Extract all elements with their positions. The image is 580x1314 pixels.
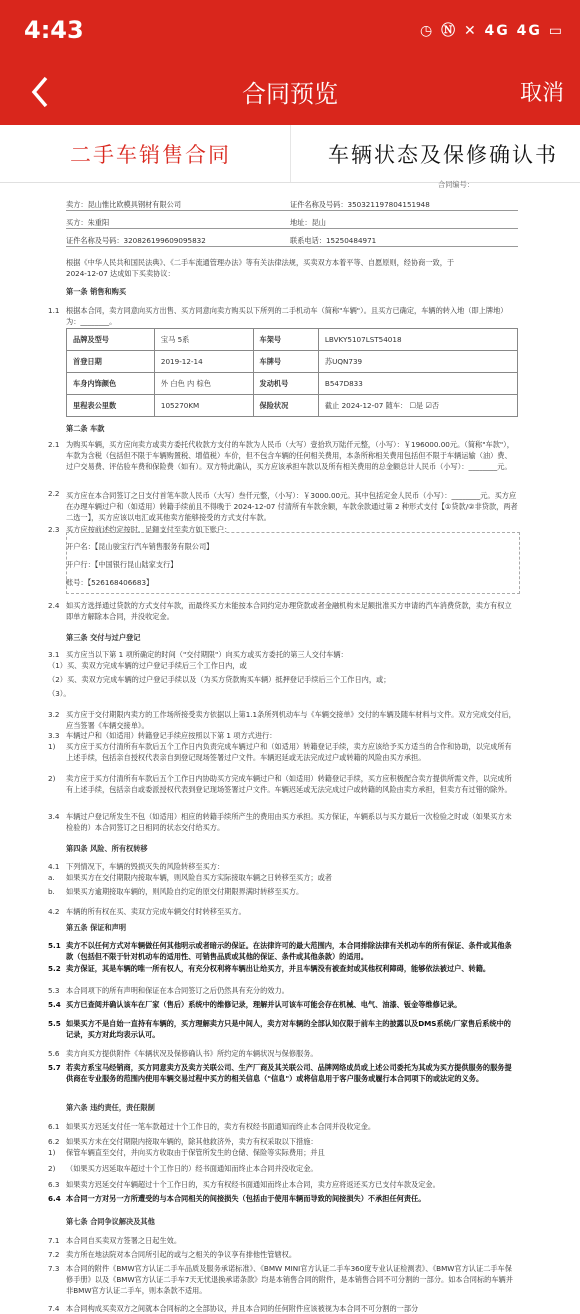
clause-5-7: 若卖方系宝马经销商，买方同意卖方及卖方关联公司、生产厂商及其关联公司、品牌网络成员或上述公司委托为其或为买方提供服务的服务提供商在专业服务的范围内使用车辆交易过程中买方的相关信息（"信息"）或将信息用于客户服务或履行本合同项下的或法定的义务。 [66,1063,512,1083]
status-bar [0,0,580,60]
tab-vehicle-status[interactable]: 车辆状态及保修确认书 [328,143,558,167]
clause-number: 6.1 [48,1122,60,1131]
status-icons: ◷ Ⓝ ✕ 4G 4G ▭ [419,23,564,39]
divider [66,210,518,211]
clause-number: 5.5 [48,1019,61,1028]
clause-6-4: 本合同一方对另一方所遭受的与本合同相关的间接损失（包括由于使用车辆而导致的间接损失）不承担任何责任。 [66,1194,426,1203]
clause-number: 5.4 [48,1000,61,1009]
clause-number: 4.2 [48,907,60,916]
clause-3-1-c: （3）。 [48,689,71,698]
table-cell: 截止 2024-12-07 随车： ☐是 ☑否 [318,395,517,417]
table-cell: 宝马 5系 [154,329,253,351]
clause-number: a. [48,873,55,882]
clause-1-1: 根据本合同，卖方同意向买方出售、买方同意向卖方购买以下所列的二手机动车（简称"车辆"）。且买方已确定，车辆的转入地（即上牌地）为：________。 [66,306,508,326]
clause-3-3: 车辆过户和（如适用）转籍登记手续应按照以下第 1 项方式进行： [66,731,277,740]
clause-number: 6.3 [48,1180,60,1189]
clause-4-2: 车辆的所有权在买、卖双方完成车辆交付时转移至买方。 [66,907,246,916]
cancel-button[interactable]: 取消 [519,81,564,106]
clause-number: 5.3 [48,986,60,995]
table-cell: 车牌号 [253,351,318,373]
clause-6-2-a: 保管车辆直至交付，并向买方收取由于保管所发生的仓储、保险等实际费用；并且 [66,1148,325,1157]
vehicle-table [66,328,518,417]
clause-2-1: 为购买车辆，买方应向卖方或卖方委托代收款方支付的车款为人民币（大写）壹拾玖万陆仟元整，（小写）：￥196000.00元。（简称"车款"），车款为含税（包括但不限于车辆购置税、增值税）车价，但不包含车辆的任何相关费用，本条所称相关费用包括但不限于车辆运输（油）费、过户交易费、评估验车费和保险费（如有）。双方特此确认，买方应该承担车款以及所有相关费用的总金额总计人民币（小写）：________元。 [66,440,514,471]
tab-divider [290,125,291,183]
account-name: 开户名：【昆山骏宝行汽车销售服务有限公司】 [66,542,214,551]
clause-number: 5.6 [48,1049,60,1058]
clause-number: b. [48,887,55,896]
clause-number: 4.1 [48,862,60,871]
table-cell: 车架号 [253,329,318,351]
table-row [67,351,518,373]
clause-4-1-b: 如果买方逾期接取车辆的，则风险自约定的原交付期限界满时转移至买方。 [66,887,304,896]
buyer-name: 买方：朱重阳 [66,218,110,227]
section-6-title: 第六条 违约责任，责任限制 [66,1103,155,1112]
clause-number: 2.1 [48,440,60,449]
clause-number: 7.2 [48,1250,60,1259]
clause-number: 2.3 [48,525,60,534]
contract-document[interactable] [0,180,580,1313]
clause-3-3-a: 买方应于买方付清所有车款后五个工作日内负责完成车辆过户和（如适用）转籍登记手续，卖方应该给予买方适当的合作和协助，以完成所有上述手续，包括亲自授权代表亲自到登记现场签署过户文件。车辆迟延或无法完成过户或转籍的风险由买方承担。 [66,742,512,762]
clause-3-3-b: 卖方应于买方付清所有车款后五个工作日内协助买方完成车辆过户和（如适用）转籍登记手续，买方应积极配合卖方提供所需文件，以完成所有上述手续，包括亲自或委派授权代表到登记现场签署过户文件。车辆迟延或无法完成过户或转籍的风险由卖方承担，但卖方有过错的除外。 [66,774,512,794]
intro-line-1: 根据《中华人民共和国民法典》、《二手车流通管理办法》等有关法律法规，买卖双方本着平等、自愿原则，经协商一致，于 [66,258,455,267]
section-5-title: 第五条 保证和声明 [66,923,127,932]
clause-5-3: 本合同项下的所有声明和保证在本合同签订之后仍然具有充分的效力。 [66,986,289,995]
clause-5-1: 卖方不以任何方式对车辆做任何其他明示或者暗示的保证。在法律许可的最大范围内，本合同排除法律有关机动车的所有保证、条件或其他条款（包括但不限于针对机动车的适用性、可销售品质或其他的保证、条件或其他条款）的适用。 [66,941,512,961]
clause-2-4: 如买方选择通过贷款的方式支付车款，而最终买方未能按本合同约定办理贷款或者金融机构未足额批准买方申请的汽车消费贷款，卖方有权立即单方解除本合同，并没收定金。 [66,601,512,621]
clause-number: 5.7 [48,1063,61,1072]
seller-name: 卖方：昆山惟比欧模具钢材有限公司 [66,200,182,209]
clause-number: 2.2 [48,489,60,498]
seller-cert: 证件名称及号码：350321197804151948 [290,200,430,209]
account-bank: 开户行：【中国银行昆山陆家支行】 [66,560,178,569]
section-2-title: 第二条 车款 [66,424,105,433]
clause-5-4: 买方已查阅并确认该车在厂家（售后）系统中的维修记录，理解并认可该车可能会存在机械、电气、油漆、钣金等维修记录。 [66,1000,462,1009]
clause-6-1: 如果买方迟延支付任一笔车款超过十个工作日的，卖方有权经书面通知而终止本合同并没收定金。 [66,1122,376,1131]
table-cell: 品牌及型号 [67,329,155,351]
page-title: 合同预览 [242,80,338,108]
section-4-title: 第四条 风险、所有权转移 [66,844,148,853]
clause-number: 5.1 [48,941,61,950]
table-row [67,395,518,417]
table-cell: LBVKY5107LST54018 [318,329,517,351]
clause-2-3: 买方应按前述约定按时、足额支付至卖方如下账户： [66,525,232,534]
tab-bar [0,125,580,183]
intro-line-2: 2024-12-07 达成如下买卖协议： [66,269,175,278]
clause-3-1-b: （2）买、卖双方完成车辆的过户登记手续以及（为买方贷款购买车辆）抵押登记手续后三个工作日内，或； [48,675,391,684]
clause-4-1-a: 如果买方在交付期限内接取车辆，则风险自买方实际接取车辆之日转移至买方；或者 [66,873,332,882]
table-cell: 105270KM [154,395,253,417]
clause-number: 5.2 [48,964,61,973]
clause-4-1: 下列情况下，车辆的毁损灭失的风险转移至买方： [66,862,225,871]
clause-number: 3.1 [48,650,60,659]
clause-number: 7.1 [48,1236,60,1245]
table-cell: B547D833 [318,373,517,395]
buyer-cert: 证件名称及号码：320826199609095832 [66,236,206,245]
tab-sales-contract[interactable]: 二手车销售合同 [70,143,231,167]
clause-2-2: 买方应在本合同签订之日支付首笔车款人民币（大写）叁仟元整，（小写）：￥3000.00元。其中包括定金人民币（小写）：________元。买方应在办理车辆过户和（如适用）转籍手续前且不得晚于 2024-12-07 付清所有车款余额，车款余款通过第 2 种形式支付【①贷款/②非贷款，两者二选一】，买方应该以电汇或其他卖方能够接受的方式支付车款。 [66,491,518,522]
table-row [67,373,518,395]
clause-number: 3.2 [48,710,60,719]
clause-number: 2.4 [48,601,60,610]
clause-number: 6.2 [48,1137,60,1146]
clause-number: 7.3 [48,1264,60,1273]
clause-6-3: 如果卖方迟延交付车辆超过十个工作日的，买方有权经书面通知而终止本合同，卖方应将返还买方已支付车款及定金。 [66,1180,440,1189]
nav-bar [0,60,580,125]
clause-number: 6.4 [48,1194,61,1203]
clause-number: 3.4 [48,812,60,821]
clause-7-3: 本合同的附件《BMW官方认证二手车品质及服务承诺标准》、《BMW MINI官方认证二手车360度专业认证检测表》、《BMW官方认证二手车保修手册》以及《BMW官方认证二手车7天无忧退换承诺条款》均是本销售合同的附件，是本销售合同不可分割的一部分。如本合同标的车辆并非BMW官方认证二手车，则本条款不适用。 [66,1264,513,1295]
clause-7-1: 本合同自买卖双方签署之日起生效。 [66,1236,182,1245]
clause-3-1-a: （1）买、卖双方完成车辆的过户登记手续后三个工作日内，或 [48,661,247,670]
account-number: 账号：【526168406683】 [66,578,154,587]
table-cell: 首登日期 [67,351,155,373]
clause-number: 1) [48,1148,56,1157]
clause-6-2-b: （如果买方迟延取车超过十个工作日的）经书面通知而终止本合同并没收定金。 [66,1164,318,1173]
buyer-address: 地址：昆山 [290,218,326,227]
clause-7-4: 本合同构成买卖双方之间就本合同标的之全部协议，并且本合同的任何附件应该被视为本合同不可分割的一部分 [66,1304,419,1313]
clause-number: 1) [48,742,56,751]
table-cell: 保险状况 [253,395,318,417]
clause-5-6: 卖方向买方提供附件《车辆状况及保修确认书》所约定的车辆状况与保修服务。 [66,1049,318,1058]
buyer-phone: 联系电话：15250484971 [290,236,377,245]
clause-7-2: 卖方所在地法院对本合同所引起的或与之相关的争议享有排他性管辖权。 [66,1250,297,1259]
clause-6-2: 如果买方未在交付期限内接取车辆的，除其他救济外，卖方有权采取以下措施： [66,1137,318,1146]
table-row [67,329,518,351]
section-1-title: 第一条 销售和购买 [66,287,127,296]
table-cell: 外 白色 内 棕色 [154,373,253,395]
divider [66,228,518,229]
table-cell: 车身内饰颜色 [67,373,155,395]
table-cell: 2019-12-14 [154,351,253,373]
clause-5-5: 如果买方不是自始一直持有车辆的，买方理解卖方只是中间人，卖方对车辆的全部认知仅限于前车主的披露以及DMS系统/厂家售后系统中的记录，买方对此均表示认可。 [66,1019,511,1039]
clause-number: 2) [48,1164,56,1173]
clause-number: 1.1 [48,306,60,315]
clause-3-1: 买方应当以下第 1 项所确定的时间（"交付期限"）向买方或买方委托的第三人交付车辆： [66,650,348,659]
clause-number: 3.3 [48,731,60,740]
clause-number: 7.4 [48,1304,60,1313]
divider [66,246,518,247]
table-cell: 发动机号 [253,373,318,395]
clause-number: 2) [48,774,56,783]
table-cell: 苏UQN739 [318,351,517,373]
section-3-title: 第三条 交付与过户登记 [66,633,141,642]
section-7-title: 第七条 合同争议解决及其他 [66,1217,155,1226]
clause-3-4: 车辆过户登记所发生不包（如适用）相应的转籍手续所产生的费用由买方承担。买方保证，车辆系以与买方最后一次检验之时或（如果买方未检验的）本合同签订之日相同的状态交付给买方。 [66,812,512,832]
table-cell: 里程表公里数 [67,395,155,417]
clause-5-2: 卖方保证，其是车辆的唯一所有权人，有充分权利将车辆出让给买方，并且车辆没有被查封或其他权利障碍，能够依法被过户、转籍。 [66,964,491,973]
contract-number: 合同编号： [438,180,474,189]
status-time: 4:43 [24,16,84,44]
clause-3-2: 买方应于交付期限内卖方的工作场所接受卖方依据以上第1.1条所列机动车与《车辆交接单》交付的车辆及随车材料与文件。双方完成交付后，应当签署《车辆交接单》。 [66,710,516,730]
